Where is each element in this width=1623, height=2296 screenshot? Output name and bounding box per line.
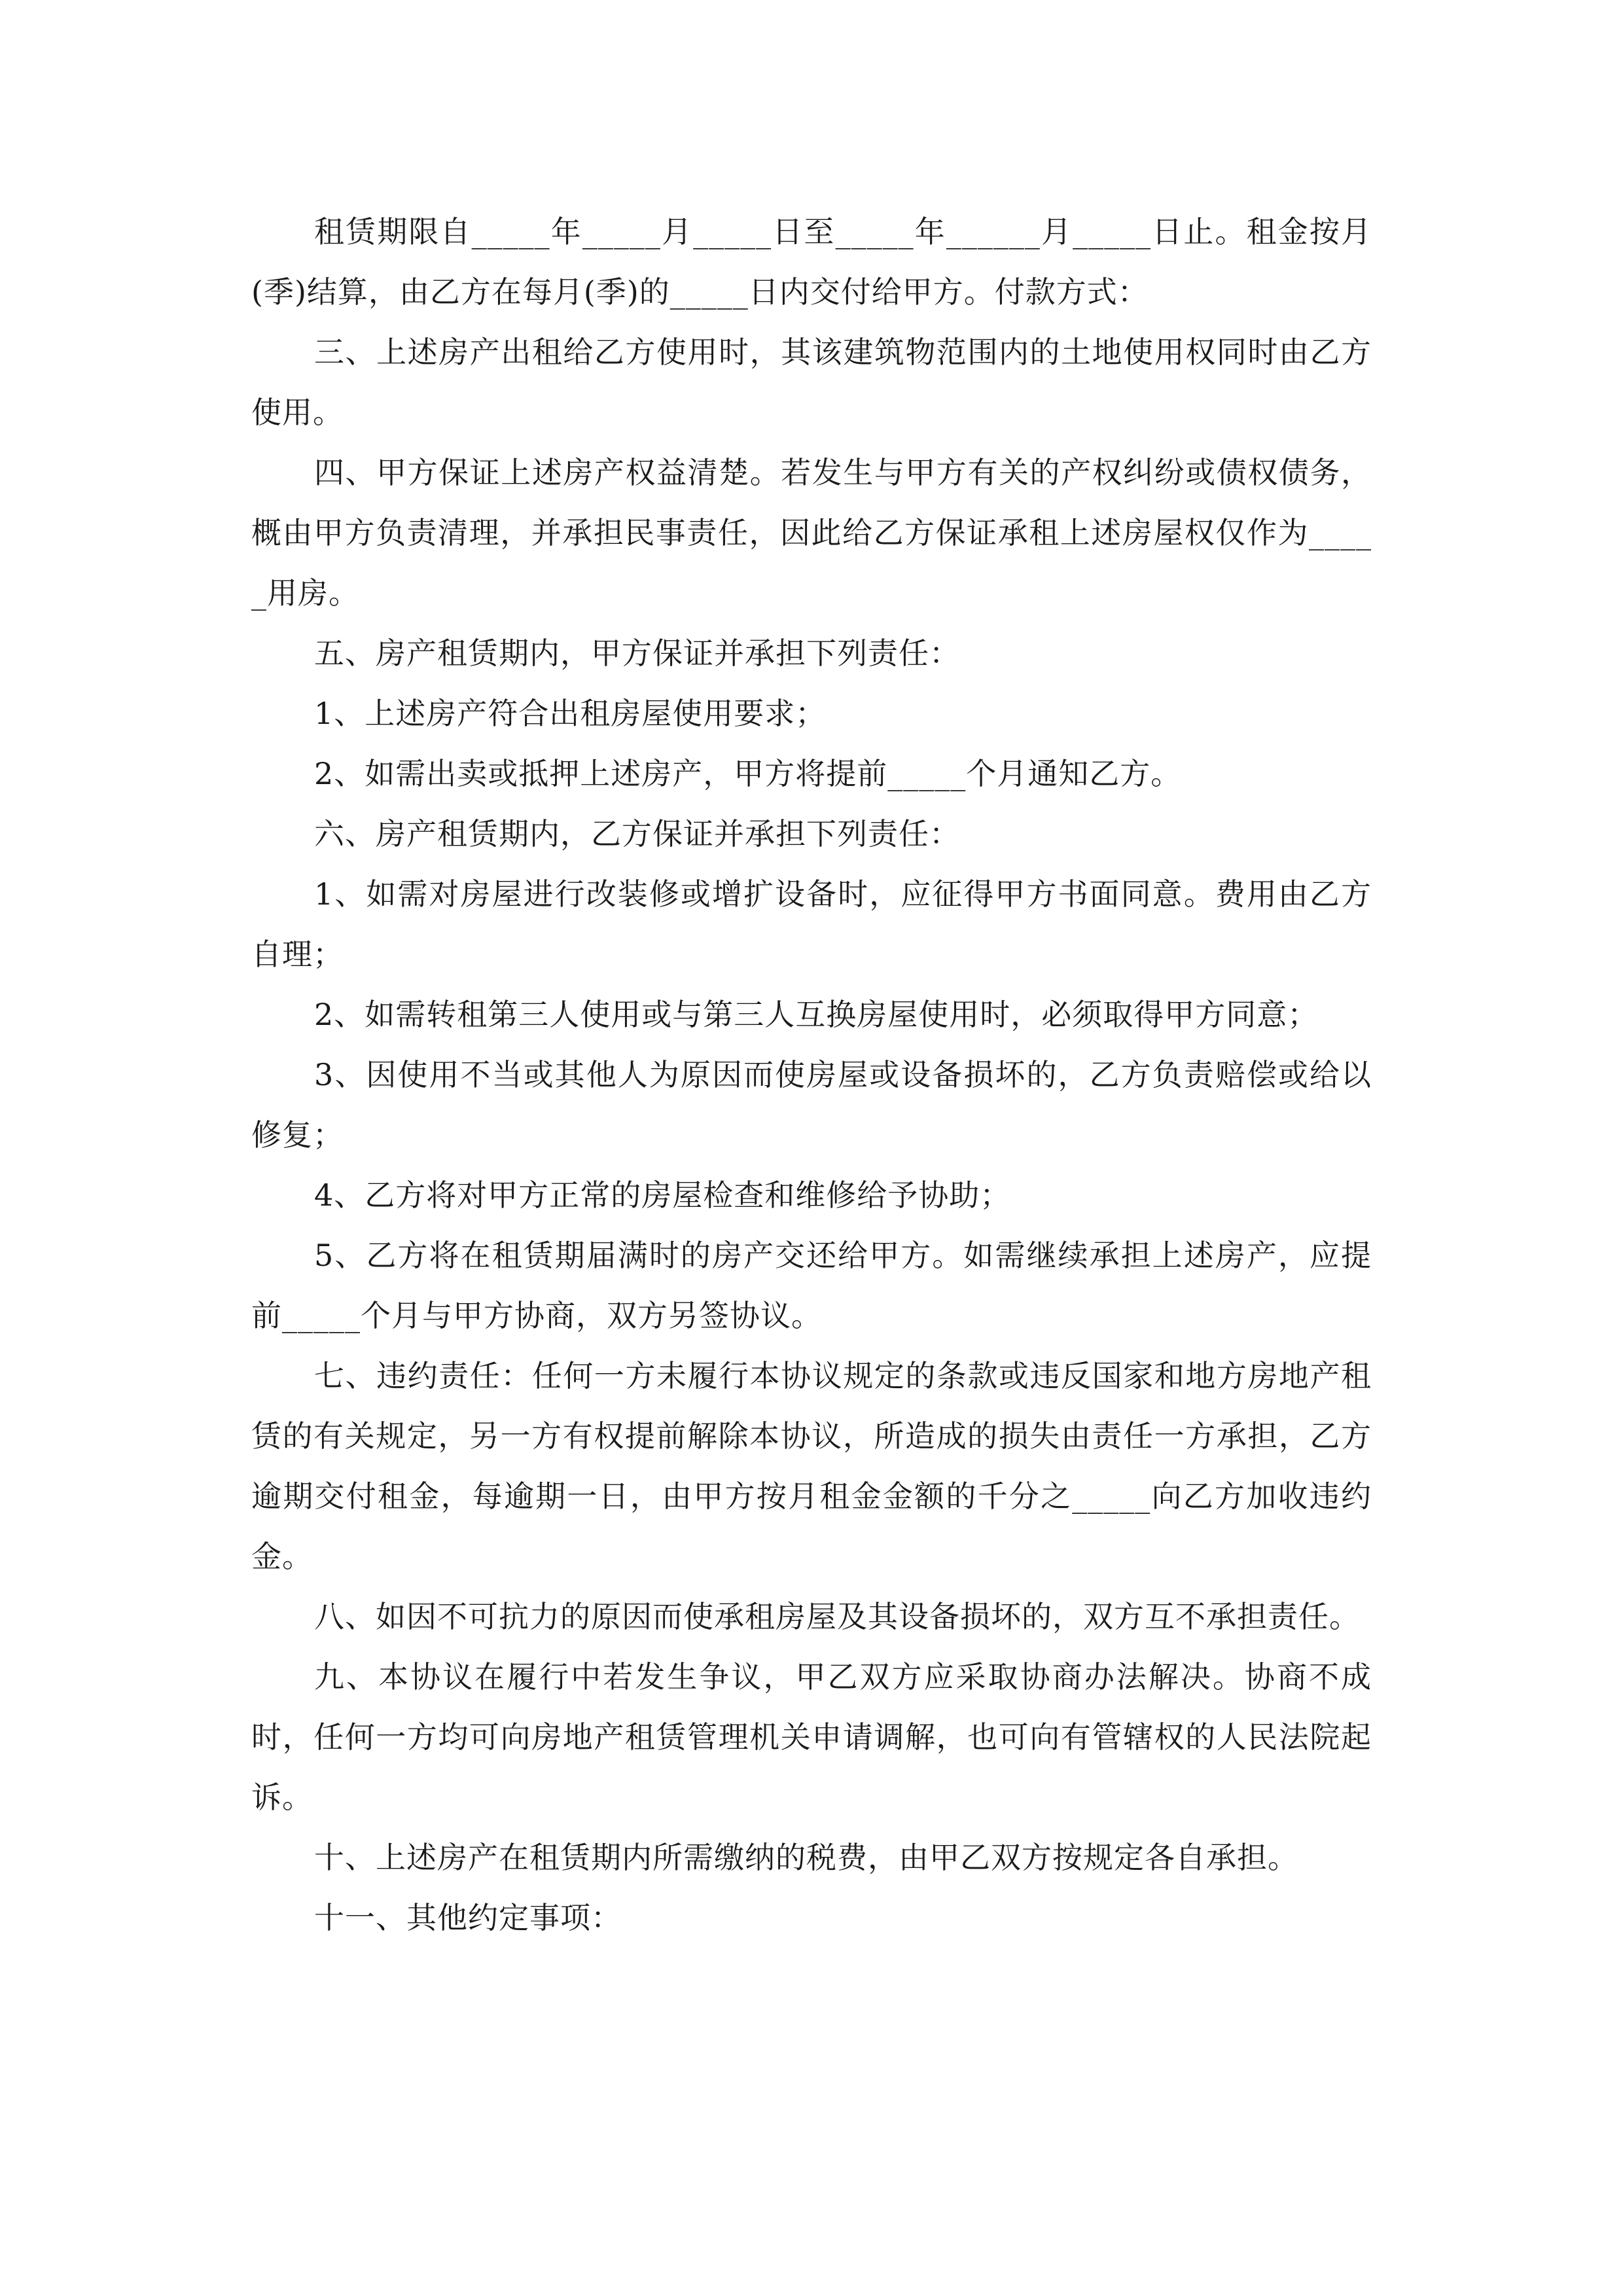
paragraph-clause-6-heading: 六、房产租赁期内，乙方保证并承担下列责任： [314, 816, 960, 852]
paragraph-clause-5-item-1: 1、上述房产符合出租房屋使用要求； [314, 696, 827, 731]
paragraph-clause-6-item-1: 1、如需对房屋进行改装修或增扩设备时，应征得甲方书面同意。费用由乙方自理； [251, 876, 1372, 972]
paragraph-clause-6-item-4: 4、乙方将对甲方正常的房屋检查和维修给予协助； [314, 1177, 1011, 1213]
paragraph-lease-term: 租赁期限自_____年_____月_____日至_____年______月_____日止。租金按月(季)结算，由乙方在每月(季)的_____日内交付给甲方。付款方式： [251, 214, 1372, 310]
paragraph-clause-10-taxes: 十、上述房产在租赁期内所需缴纳的税费，由甲乙双方按规定各自承担。 [314, 1840, 1298, 1875]
paragraph-clause-3-land-use: 三、上述房产出租给乙方使用时，其该建筑物范围内的土地使用权同时由乙方使用。 [251, 334, 1372, 430]
paragraph-clause-6-item-5: 5、乙方将在租赁期届满时的房产交还给甲方。如需继续承担上述房产，应提前_____个月与甲方协商，双方另签协议。 [251, 1238, 1372, 1333]
paragraph-clause-9-disputes: 九、本协议在履行中若发生争议，甲乙双方应采取协商办法解决。协商不成时，任何一方均可向房地产租赁管理机关申请调解，也可向有管辖权的人民法院起诉。 [251, 1659, 1372, 1815]
paragraph-clause-8-force-majeure: 八、如因不可抗力的原因而使承租房屋及其设备损坏的，双方互不承担责任。 [314, 1599, 1360, 1634]
paragraph-clause-5-item-2: 2、如需出卖或抵押上述房产，甲方将提前_____个月通知乙方。 [314, 756, 1182, 791]
paragraph-clause-6-item-3: 3、因使用不当或其他人为原因而使房屋或设备损坏的，乙方负责赔偿或给以修复； [251, 1057, 1372, 1153]
paragraph-clause-6-item-2: 2、如需转租第三人使用或与第三人互换房屋使用时，必须取得甲方同意； [314, 997, 1319, 1032]
paragraph-clause-4-title: 四、甲方保证上述房产权益清楚。若发生与甲方有关的产权纠纷或债权债务，概由甲方负责清理，并承担民事责任，因此给乙方保证承租上述房屋权仅作为_____用房。 [251, 455, 1372, 611]
paragraph-clause-5-heading: 五、房产租赁期内，甲方保证并承担下列责任： [314, 636, 960, 671]
paragraph-clause-7-liability: 七、违约责任：任何一方未履行本协议规定的条款或违反国家和地方房地产租赁的有关规定，另一方有权提前解除本协议，所造成的损失由责任一方承担，乙方逾期交付租金，每逾期一日，由甲方按月租金金额的千分之_____向乙方加收违约金。 [251, 1358, 1372, 1574]
paragraph-clause-11-other: 十一、其他约定事项： [314, 1900, 622, 1935]
